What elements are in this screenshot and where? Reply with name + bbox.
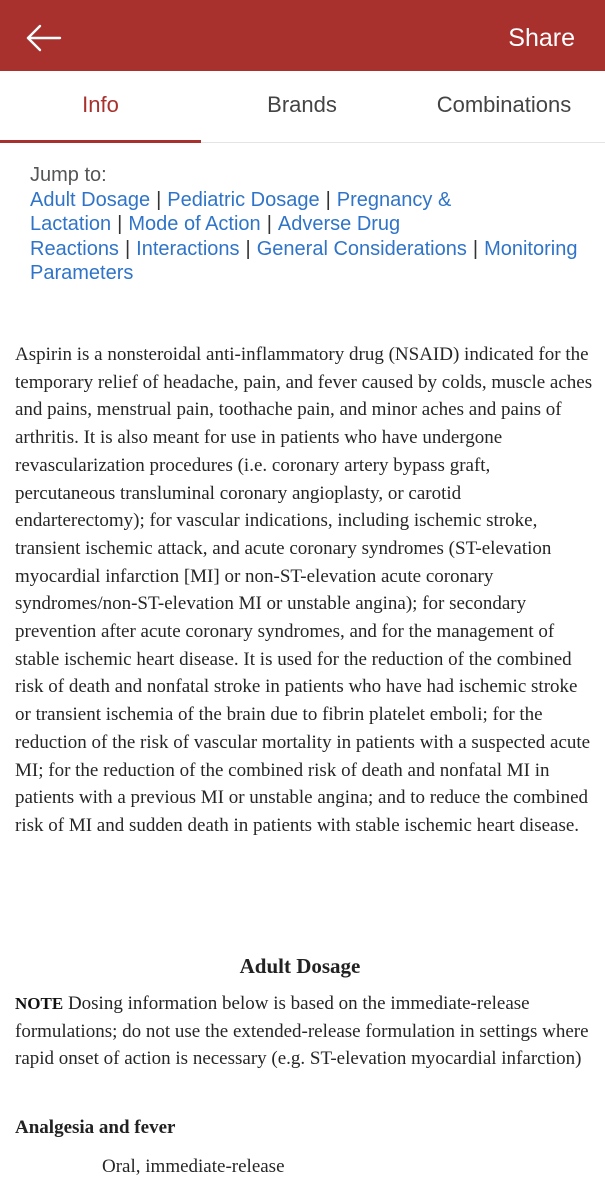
tab-bar	[0, 71, 605, 143]
drug-description: Aspirin is a nonsteroidal anti-inflammatory drug (NSAID) indicated for the temporary relief of headache, pain, and fever caused by colds, muscle aches and pains, menstrual pain, toothache pain, and minor aches and pains of arthritis. It is also meant for use in patients who have undergone revascularization procedures (i.e. coronary artery bypass graft, percutaneous transluminal coronary angioplasty, or carotid endarterectomy); for vascular indications, including ischemic stroke, transient ischemic attack, and acute coronary syndromes (ST-elevation myocardial infarction [MI] or non-ST-elevation acute coronary syndromes/non-ST-elevation MI or unstable angina); for secondary prevention after acute coronary syndromes, and for the management of stable ischemic heart disease. It is used for the reduction of the combined risk of death and nonfatal stroke in patients who have had ischemic stroke or transient ischemia of the brain due to fibrin platelet emboli; for the reduction of the risk of vascular mortality in patients with a suspected acute MI; for the reduction of the combined risk of death and nonfatal MI in patients with a previous MI or unstable angina; and to reduce the combined risk of MI and sudden death in patients with stable ischemic heart disease.	[15, 344, 593, 836]
jump-link-adverse-drug-reactions[interactable]: Adverse Drug Reactions	[30, 213, 401, 260]
tab-info[interactable]: Info	[82, 92, 119, 117]
note-label: NOTE	[15, 994, 64, 1013]
jump-link-general-considerations[interactable]: General Considerations	[256, 237, 467, 260]
tab-brands[interactable]: Brands	[267, 92, 337, 117]
jump-link-adult-dosage[interactable]: Adult Dosage	[30, 188, 151, 211]
link-separator: |	[472, 237, 479, 260]
back-button[interactable]	[22, 18, 66, 58]
link-separator: |	[245, 237, 251, 260]
note-text: Dosing information below is based on the immediate-release formulations; do not use the extended-release formulation in settings where rapid onset of action is necessary (e.g. ST-elevation myocardial infarction)	[15, 993, 589, 1069]
jump-to-section	[30, 163, 590, 286]
app-header	[0, 0, 605, 71]
jump-link-pediatric-dosage[interactable]: Pediatric Dosage	[167, 188, 320, 211]
active-tab-indicator	[0, 140, 201, 143]
tab-combinations[interactable]: Combinations	[436, 92, 572, 117]
jump-to-label: Jump to:	[30, 164, 107, 186]
dosage-route: Oral, immediate-release	[102, 1156, 285, 1177]
adult-dosage-heading: Adult Dosage	[239, 954, 361, 978]
link-separator: |	[325, 188, 331, 211]
indication-subheading: Analgesia and fever	[15, 1117, 176, 1138]
link-separator: |	[124, 237, 131, 260]
jump-link-mode-of-action[interactable]: Mode of Action	[128, 213, 261, 235]
share-button[interactable]: Share	[508, 24, 575, 52]
link-separator: |	[156, 188, 162, 211]
jump-link-pregnancy-lactation[interactable]: Pregnancy & Lactation	[30, 188, 452, 235]
link-separator: |	[266, 213, 272, 235]
dosing-note	[15, 990, 595, 1073]
jump-link-monitoring-parameters[interactable]: Monitoring Parameters	[30, 237, 578, 284]
jump-link-interactions[interactable]: Interactions	[136, 237, 240, 260]
back-arrow-icon	[22, 18, 66, 58]
link-separator: |	[117, 213, 123, 235]
